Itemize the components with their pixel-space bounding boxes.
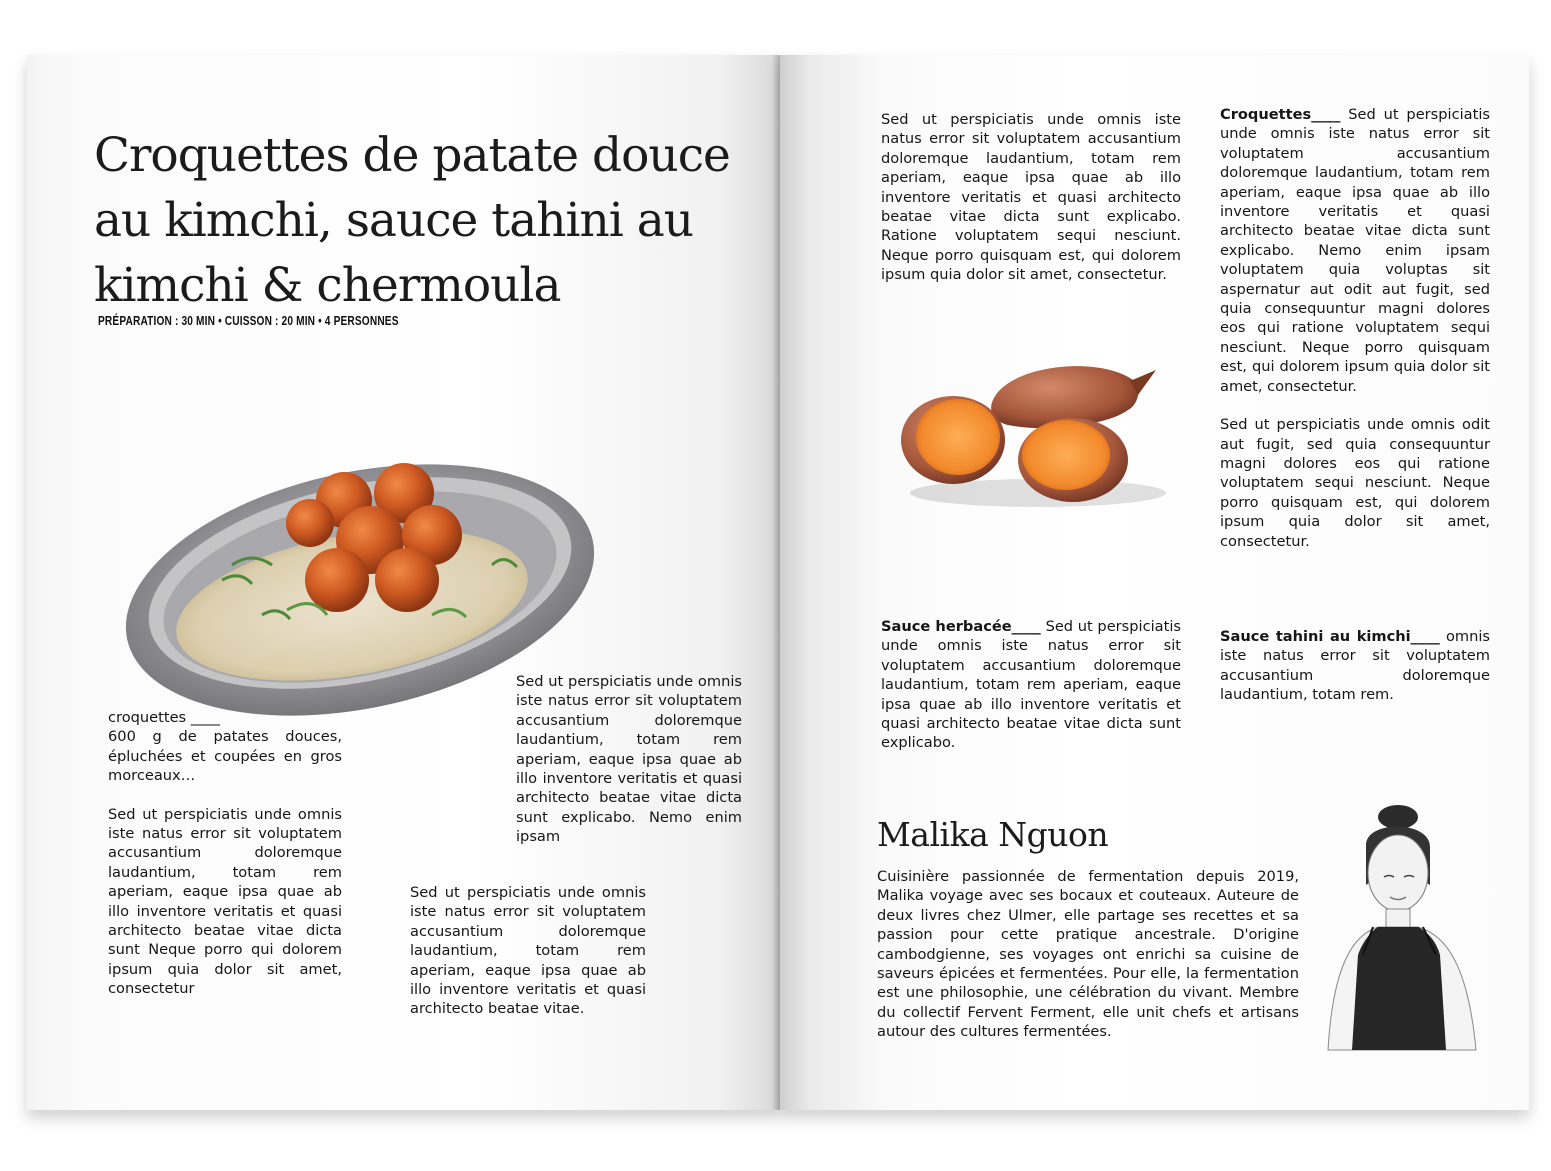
right-page <box>780 55 1529 1110</box>
croquettes-section <box>1220 105 1490 551</box>
sauce-tahini-text: omnis iste natus error sit voluptatem accusantium doloremque laudantium, totam rem. <box>1220 628 1491 704</box>
croquettes-ingredients: 600 g de patates douces, épluchées et coupées en gros morceaux… <box>108 728 342 785</box>
sweet-potato-illustration <box>898 355 1173 515</box>
steps-paragraph-lower: Sed ut perspiciatis unde omnis iste natus error sit voluptatem accusantium doloremque laudantium, totam rem aperiam, eaque ipsa quae ab illo inventore veritatis et quasi architecto beatae vitae. <box>410 884 646 1018</box>
sauce-herbacee-section <box>881 617 1181 753</box>
recipe-title: Croquettes de patate douce au kimchi, sauce tahini au kimchi & chermoula <box>94 128 730 313</box>
ingredients-column <box>108 708 342 999</box>
sauce-herbacee-heading: Sauce herbacée____ <box>881 618 1041 635</box>
sauce-herbacee-text: Sed ut perspiciatis unde omnis iste natus error sit voluptatem accusantium doloremque laudantium, totam rem aperiam, eaque ipsa quae ab illo inventore veritatis et quasi architecto beatae vitae dicta sunt explicabo. <box>881 618 1181 752</box>
author-name: Malika Nguon <box>877 815 1109 854</box>
ingredients-paragraph: Sed ut perspiciatis unde omnis iste natus error sit voluptatem accusantium doloremque laudantium, totam rem aperiam, eaque ipsa quae ab illo inventore veritatis et quasi architecto beatae vitae dicta sunt Neque porro qui dolorem ipsum quia dolor sit amet, consectetur <box>108 805 342 998</box>
author-bio: Cuisinière passionnée de fermentation depuis 2019, Malika voyage avec ses bocaux et couteaux. Auteure de deux livres chez Ulmer, elle partage ses recettes et sa passion pour cette pratique ancestrale. D'origine cambodgienne, ses voyages ont enrichi sa cuisine de saveurs épicées et fermentées. Pour elle, la fermentation est une philosophie, une célébration du vivant. Membre du collectif Fervent Ferment, elle unit chefs et artisans autour des cultures fermentées. <box>877 868 1299 1041</box>
author-portrait-illustration <box>1318 805 1498 1070</box>
croquettes-text-2: Sed ut perspiciatis unde omnis odit aut fugit, sed quia consequuntur magni dolores eos qui ratione voluptatem sequi nesciunt. Neque porro quisquam est, qui dolorem ipsum quia dolor sit amet, consectetur. <box>1220 416 1490 550</box>
sauce-tahini-heading: Sauce tahini au kimchi____ <box>1220 628 1440 645</box>
left-page <box>27 55 780 1110</box>
croquettes-heading: Croquettes____ <box>1220 106 1341 123</box>
croquettes-text: Sed ut perspiciatis unde omnis iste natus error sit voluptatem accusantium doloremque laudantium, totam rem aperiam, eaque ipsa quae ab illo inventore veritatis et quasi architecto beatae vitae dicta sunt explicabo. Nemo enim ipsam voluptatem quia voluptas sit aspernatur aut odit aut fugit, sed quia consequuntur magni dolores eos qui ratione voluptatem sequi nesciunt. Neque porro quisquam est, qui dolorem ipsum quia dolor sit amet, consectetur. <box>1220 106 1491 395</box>
croquettes-subheading: croquettes ____ <box>108 709 220 726</box>
recipe-meta: PRÉPARATION : 30 MIN • CUISSON : 20 MIN • 4 PERSONNES <box>98 313 399 328</box>
sauce-tahini-section <box>1220 627 1490 705</box>
intro-paragraph: Sed ut perspiciatis unde omnis iste natus error sit voluptatem accusantium doloremque laudantium, totam rem aperiam, eaque ipsa quae ab illo inventore veritatis et quasi architecto beatae vitae dicta sunt explicabo. Ratione voluptatem sequi nesciunt. Neque porro quisquam est, qui dolorem ipsum quia dolor sit amet, consectetur. <box>881 111 1181 284</box>
steps-paragraph-upper: Sed ut perspiciatis unde omnis iste natus error sit voluptatem accusantium doloremque laudantium, totam rem aperiam, eaque ipsa quae ab illo inventore veritatis et quasi architecto beatae vitae dicta sunt explicabo. Nemo enim ipsam <box>516 673 742 846</box>
